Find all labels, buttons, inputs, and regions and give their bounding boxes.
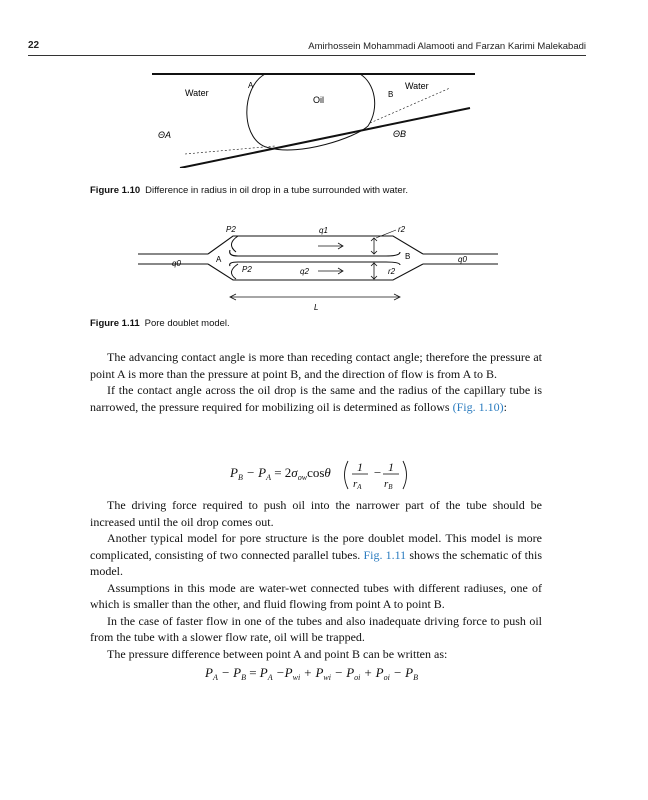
- paragraph-pressure-intro: The pressure difference between point A and point B can be written as:: [107, 646, 448, 661]
- paragraph-pore-doublet-end: shows the schematic of this model.: [90, 547, 543, 578]
- svg-text:PA − PB = PA −Pwi + Pwi − Poi: $P_A - P_B = P_A -P_{wi} + P_{wi} - P_{oi} + P_{oi} - P_B$: [205, 665, 418, 682]
- fig-1-10-link[interactable]: (Fig. 1.10): [452, 399, 504, 414]
- svg-text:rA: rA: [353, 478, 362, 491]
- fig-1-11-link[interactable]: Fig. 1.11: [363, 547, 407, 562]
- label-water-right: Water: [405, 81, 429, 91]
- figure-1-10-caption-text: Difference in radius in oil drop in a tube surrounded with water.: [145, 185, 408, 196]
- meniscus-lower: [231, 264, 238, 279]
- svg-text:PB − PA = 2σowcosθ: $P_B - P_A = 2\sigma_{ow}\cos\theta$: [230, 465, 331, 482]
- equation-pressure-chain: [205, 662, 435, 684]
- label-theta-a: ΘA: [158, 130, 172, 140]
- r2-upper-leader: [376, 230, 396, 238]
- running-head: Amirhossein Mohammadi Alamooti and Farzan Karimi Malekabadi: [308, 41, 586, 52]
- paragraph-contact-angle: The advancing contact angle is more than receding contact angle; therefore the pressure at point A is more than the pressure at point B, and the direction of flow is from A to B.: [90, 350, 542, 381]
- body-text-block-1: [90, 349, 542, 415]
- figure-1-10-caption-label: Figure 1.10: [90, 185, 141, 196]
- label-r2-top: r2: [398, 225, 406, 234]
- label-p2-bottom: P2: [242, 265, 252, 274]
- svg-text:1: 1: [357, 460, 363, 474]
- label-p2-top: P2: [226, 225, 236, 234]
- label-theta-b: ΘB: [393, 129, 407, 139]
- figure-1-11-caption: [90, 318, 230, 329]
- oil-drop-outline: [247, 74, 375, 150]
- label-q2: q2: [300, 267, 309, 276]
- page-number: 22: [28, 40, 40, 51]
- equation-pressure-difference: [230, 458, 415, 492]
- label-r2-bottom: r2: [388, 267, 396, 276]
- label-point-b: B: [388, 90, 394, 99]
- equation-1-render: [230, 458, 415, 492]
- equation-2-render: [205, 662, 435, 684]
- paragraph-pore-doublet: [90, 530, 542, 580]
- paragraph-pore-doublet-text: Another typical model for pore structure is the pore doublet model. This model is more complicated, consisting of two connected parallel tubes.: [90, 531, 542, 562]
- label-point-b: B: [405, 252, 411, 261]
- header-rule: [28, 55, 586, 56]
- contact-angle-tangent-b: [370, 88, 450, 123]
- body-text-block-2: [90, 497, 542, 662]
- contact-angle-tangent-a: [185, 146, 275, 154]
- figure-1-10-diagram: [140, 68, 485, 168]
- label-oil: Oil: [313, 95, 324, 105]
- label-length: L: [314, 303, 319, 312]
- label-point-a: A: [248, 81, 254, 90]
- label-q0-left: q0: [172, 259, 181, 268]
- tube-bottom-wall: [180, 108, 470, 168]
- paragraph-driving-force: The driving force required to push oil into the narrower part of the tube should be increased until the oil drop comes out.: [90, 498, 542, 529]
- figure-1-11-diagram: [138, 222, 498, 312]
- figure-1-11-caption-text: Pore doublet model.: [144, 318, 230, 329]
- label-point-a: A: [216, 255, 222, 264]
- label-q1: q1: [319, 226, 328, 235]
- meniscus-upper: [231, 236, 238, 252]
- upper-tube-outer: [208, 236, 423, 254]
- figure-1-11-caption-label: Figure 1.11: [90, 318, 140, 329]
- svg-text:−: −: [373, 465, 382, 480]
- svg-text:rB: rB: [384, 478, 393, 491]
- paragraph-assumptions: Assumptions in this mode are water-wet connected tubes with different radiuses, one of which is smaller than the other, and fluid flowing from point A to point B.: [90, 580, 542, 611]
- paragraph-trapped-oil: In the case of faster flow in one of the tubes and also inadequate driving force to push oil from the tube with a slower flow rate, oil will be trapped.: [90, 613, 542, 644]
- paragraph-radius-end: :: [503, 399, 507, 414]
- paragraph-radius-text: If the contact angle across the oil drop is the same and the radius of the capillary tube is narrowed, the pressure required for mobilizing oil is determined as follows: [90, 383, 542, 414]
- svg-text:1: 1: [388, 460, 394, 474]
- figure-1-10-caption: [90, 185, 408, 196]
- label-water-left: Water: [185, 88, 209, 98]
- paragraph-radius-narrowed: [90, 382, 542, 415]
- label-q0-right: q0: [458, 255, 467, 264]
